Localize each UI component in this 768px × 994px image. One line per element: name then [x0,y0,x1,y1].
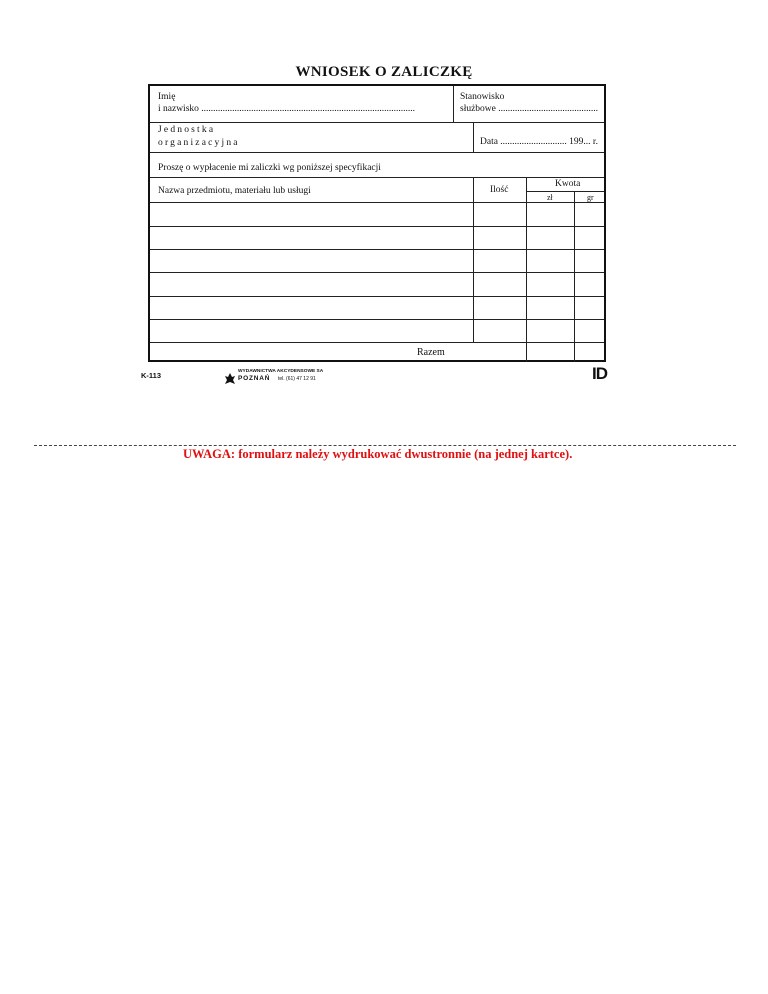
table-total-line [150,342,604,343]
date-field[interactable]: Data ............................ 199... r. [480,137,598,147]
unit-label: Jednostka [158,125,216,135]
table-row-line [150,319,604,320]
advance-request-form [148,84,606,362]
table-row-line [150,249,604,250]
col-divider-zl [574,191,575,362]
col-item-header: Nazwa przedmiotu, materiału lub usługi [158,186,311,196]
header-line-1 [150,122,604,123]
position-label: Stanowisko [460,92,505,102]
cut-line [34,445,736,446]
publisher-phone: tel. (61) 47 12 91 [278,376,316,382]
header-divider-1 [453,86,454,122]
form-title: WNIOSEK O ZALICZKĘ [295,64,473,80]
col-divider-item [473,177,474,342]
col-zl-header: zł [547,193,553,202]
col-qty-header: Ilość [490,185,509,195]
form-code: K-113 [141,371,162,380]
publisher-logo-icon [225,371,235,382]
publisher-id-logo: ID [592,364,607,383]
name-label: Imię [158,92,176,102]
print-warning: UWAGA: formularz należy wydrukować dwustronnie (na jednej kartce). [183,447,573,461]
name-field[interactable]: i nazwisko .......................................................................................... [158,104,416,114]
col-divider-qty [526,177,527,362]
header-divider-2 [473,122,474,152]
publisher-name: WYDAWNICTWA AKCYDENSOWE SA [238,369,324,374]
col-amount-header: Kwota [555,179,581,189]
position-field[interactable]: służbowe .......................................... [460,104,599,114]
table-header-bottom-line [150,202,604,203]
table-row-line [150,226,604,227]
col-gr-header: gr [587,193,594,202]
publisher-city: POZNAŃ [238,375,271,382]
total-label: Razem [417,347,445,358]
unit-field[interactable]: organizacyjna [158,138,240,148]
table-top-line [150,177,604,178]
table-row-line [150,296,604,297]
table-row-line [150,272,604,273]
header-line-2 [150,152,604,153]
request-text: Proszę o wypłacenie mi zaliczki wg poniższej specyfikacji [158,163,381,173]
